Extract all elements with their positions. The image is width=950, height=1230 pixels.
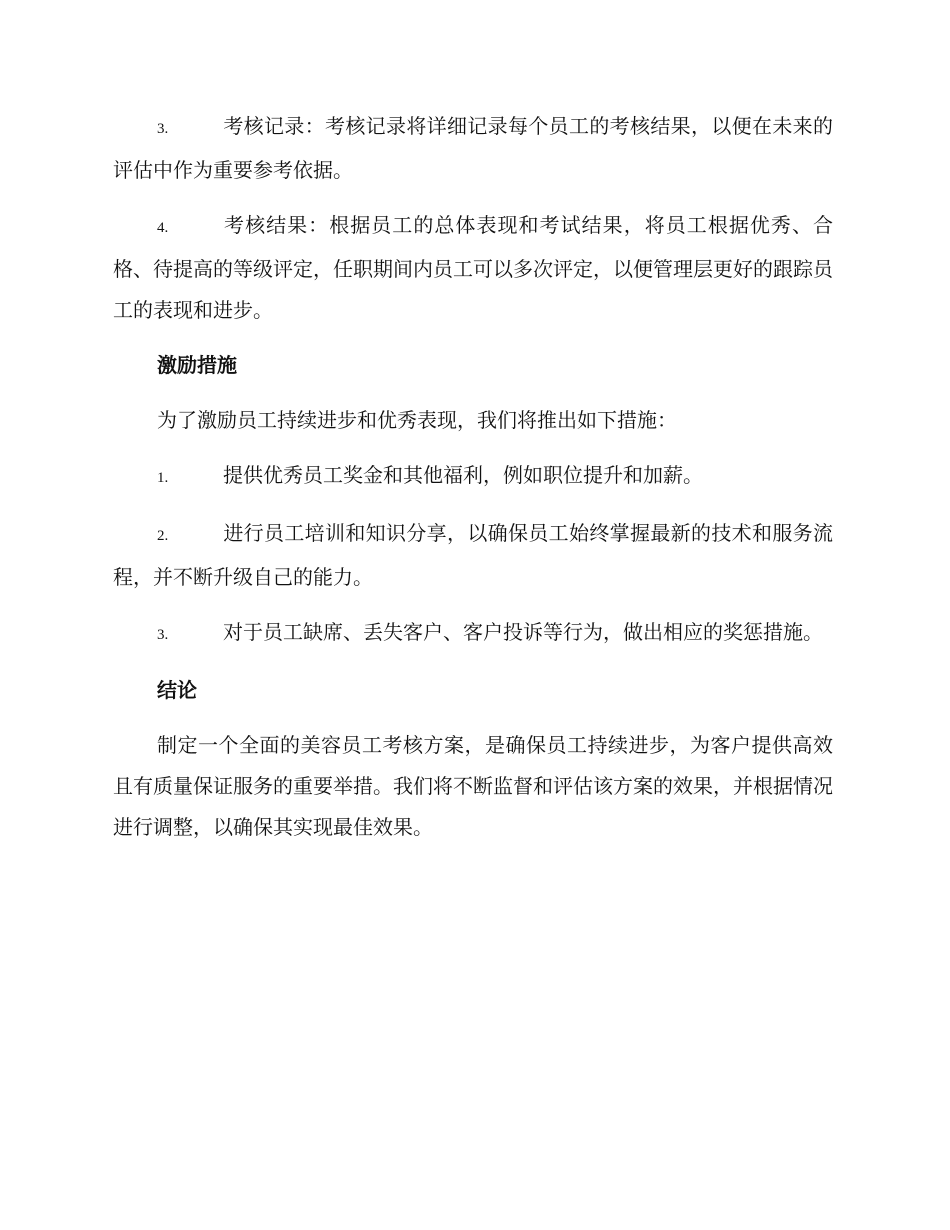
list-text: 进行员工培训和知识分享，以确保员工始终掌握最新的技术和服务流程，并不断升级自己的能力。 xyxy=(113,521,833,589)
list-item xyxy=(113,513,833,598)
list-number: 3. xyxy=(157,627,169,643)
list-item xyxy=(113,106,833,191)
incentive-intro: 为了激励员工持续进步和优秀表现，我们将推出如下措施： xyxy=(157,408,677,432)
list-text: 对于员工缺席、丢失客户、客户投诉等行为，做出相应的奖惩措施。 xyxy=(223,620,823,644)
conclusion-paragraph: 制定一个全面的美容员工考核方案，是确保员工持续进步，为客户提供高效且有质量保证服务的重要举措。我们将不断监督和评估该方案的效果，并根据情况进行调整，以确保其实现最佳效果。 xyxy=(113,733,833,839)
list-number: 4. xyxy=(157,220,169,236)
list-item xyxy=(113,612,833,656)
list-text: 提供优秀员工奖金和其他福利，例如职位提升和加薪。 xyxy=(223,463,703,487)
list-item xyxy=(113,205,833,331)
list-item xyxy=(113,455,833,499)
section-heading-incentive: 激励措施 xyxy=(157,353,237,377)
section-heading-conclusion: 结论 xyxy=(157,678,197,702)
list-text: 考核记录：考核记录将详细记录每个员工的考核结果，以便在未来的评估中作为重要参考依据。 xyxy=(113,114,833,182)
list-number: 2. xyxy=(157,528,169,544)
document-page xyxy=(113,106,833,862)
list-number: 3. xyxy=(157,121,169,137)
list-text: 考核结果：根据员工的总体表现和考试结果，将员工根据优秀、合格、待提高的等级评定，任职期间内员工可以多次评定，以便管理层更好的跟踪员工的表现和进步。 xyxy=(113,213,833,322)
list-number: 1. xyxy=(157,470,169,486)
